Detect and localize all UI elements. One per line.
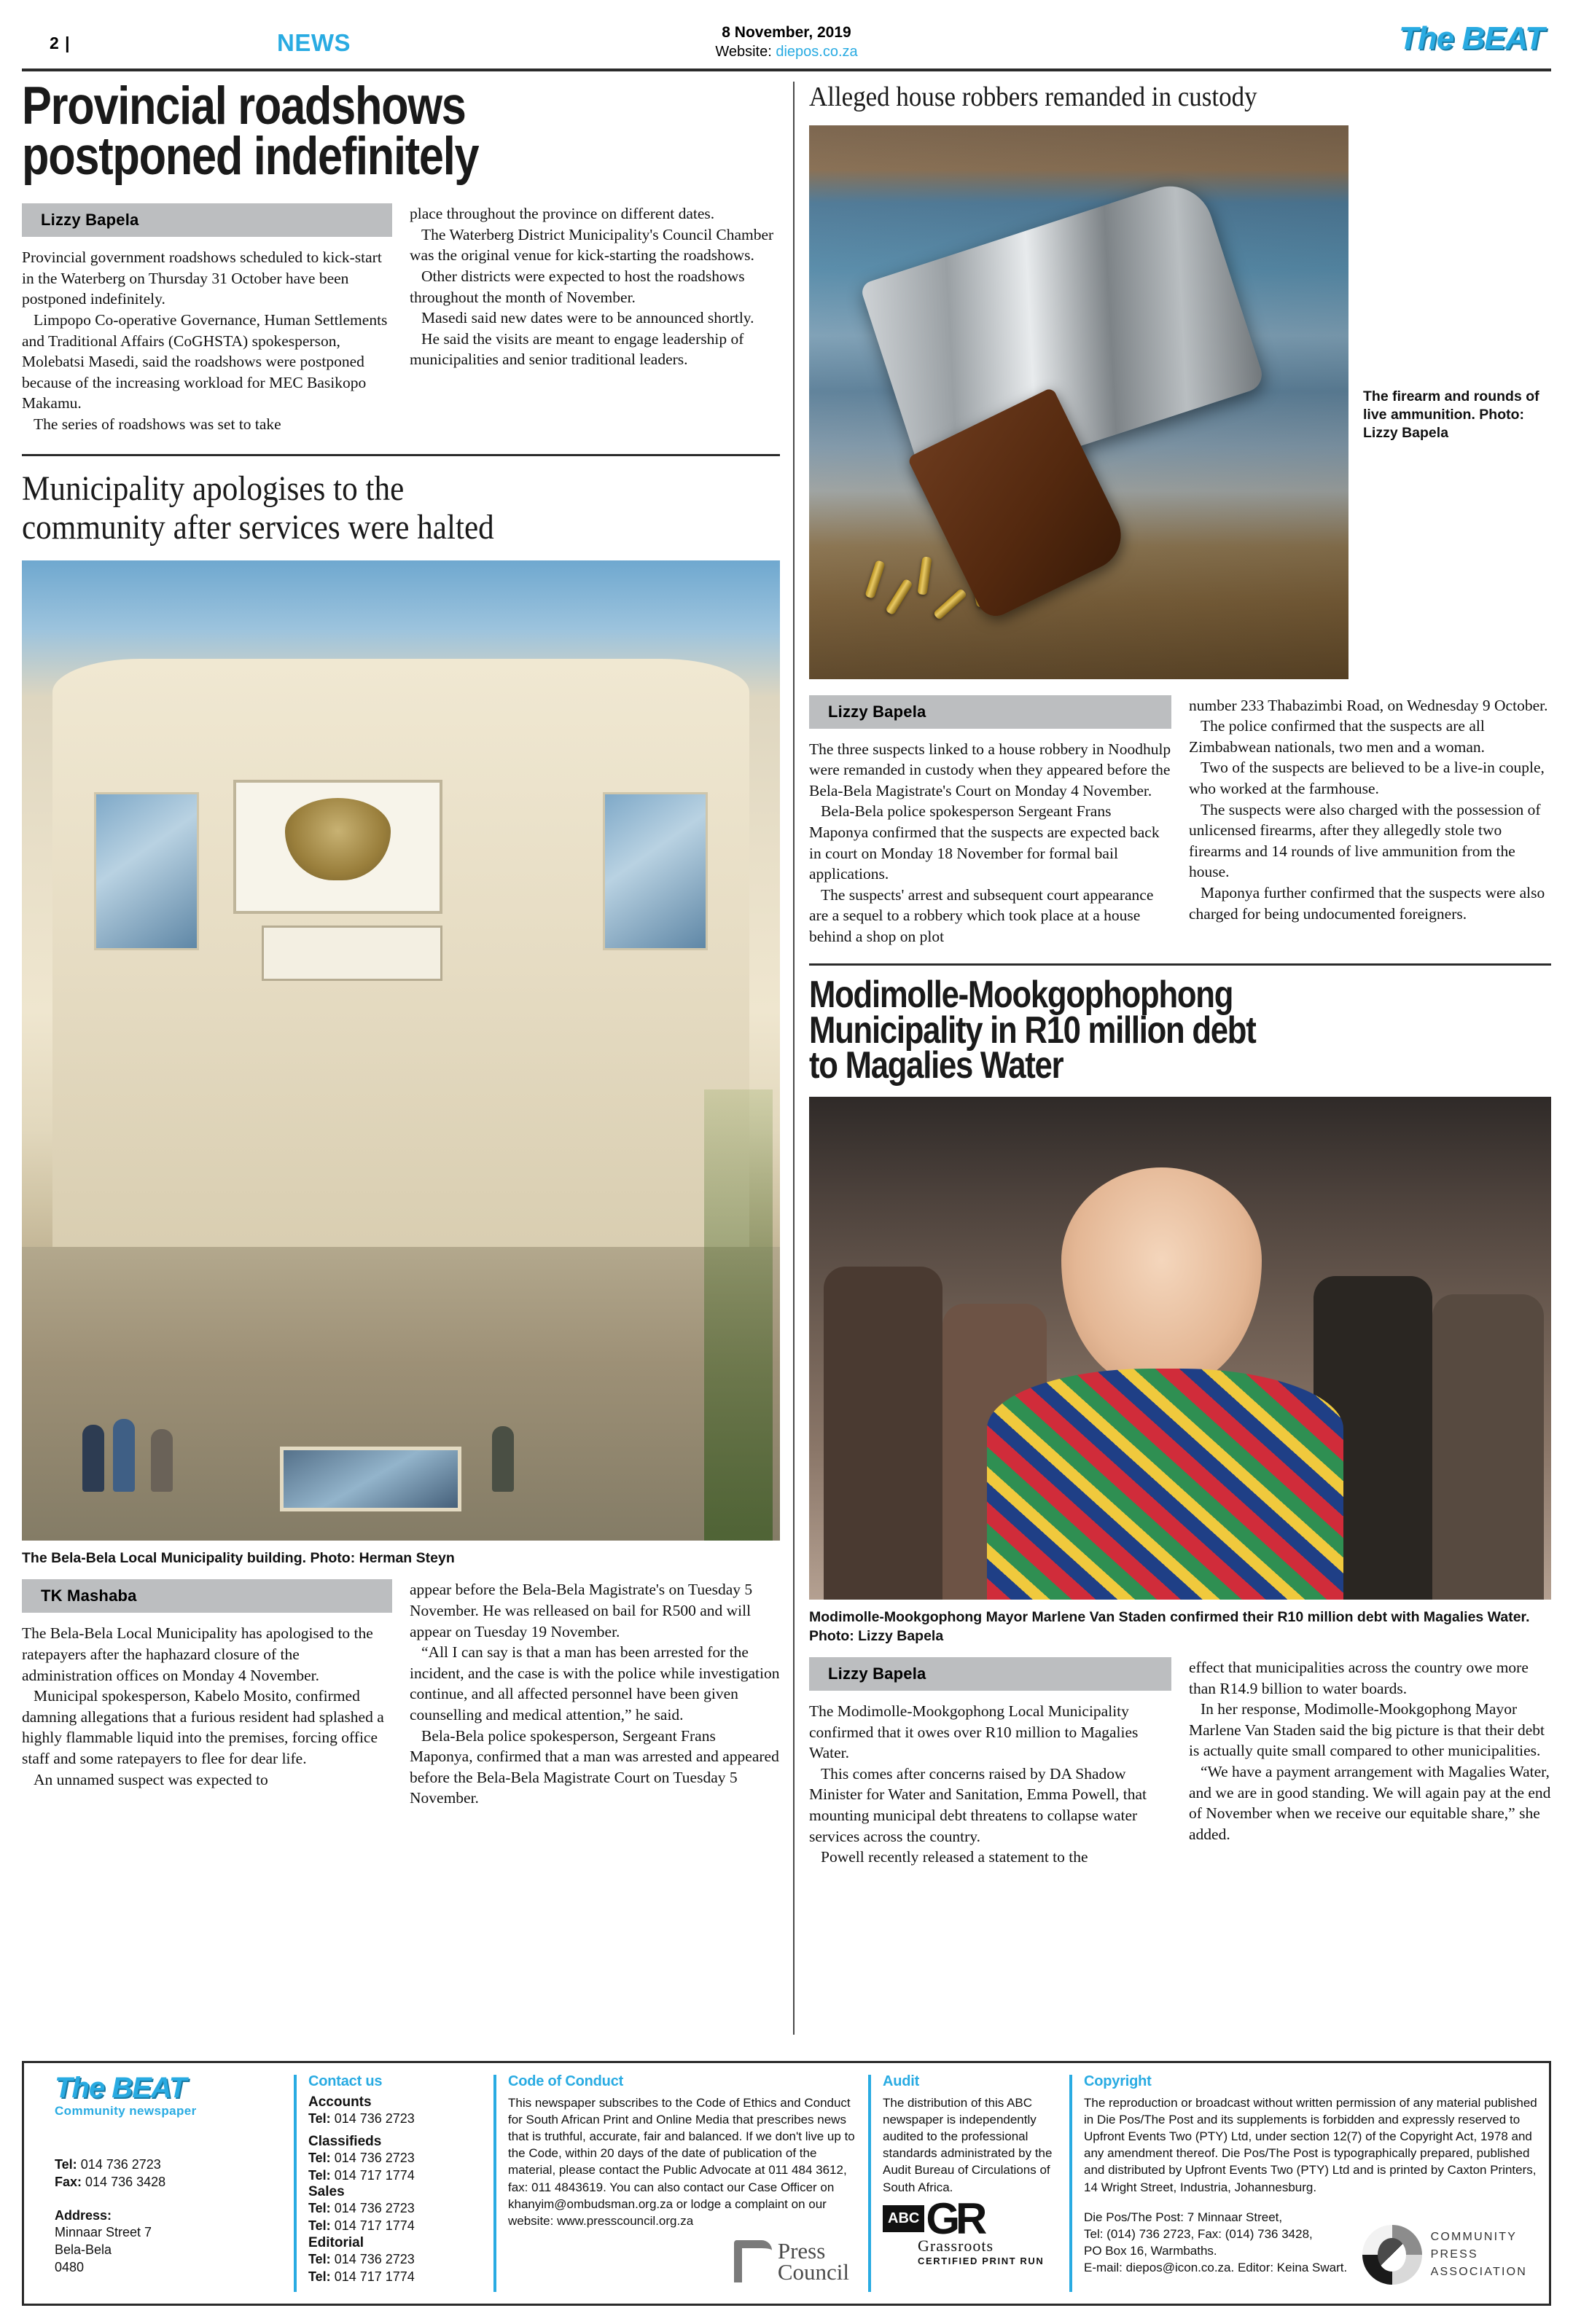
footer-contact xyxy=(297,2063,493,2304)
contact-group-name: Sales xyxy=(308,2184,345,2200)
paragraph: Other districts were expected to host the roadshows throughout the month of November. xyxy=(410,267,745,306)
contact-line xyxy=(308,2167,482,2185)
press-council-mark-icon xyxy=(734,2240,772,2282)
headline-line-1: Modimolle-Mookgophophong xyxy=(809,973,1233,1016)
paragraph: The suspects were also charged with the possession of unlicensed firearms, after they allegedly stole two firearms and 14 rounds of live ammunition from the house. xyxy=(1189,800,1541,881)
contact-label: Tel: xyxy=(308,2167,331,2183)
issue-date: 8 November, 2019 xyxy=(722,24,851,41)
footer-audit xyxy=(871,2063,1069,2304)
code-of-conduct-body: This newspaper subscribes to the Code of Ethics and Conduct for South African Print and Online Media that prescribes news that is truthful, accurate, fair and balanced. If we don't live up to the Code, within 20 days of the date of publication of the material, please contact the Public Advocate at 011 484 3612, fax: 011 4843619. You can also contact our Case Officer on khanyim@ombudsman.org.za or lodge a complaint on our website: www.presscouncil.org.za xyxy=(508,2096,855,2228)
footer-address-line-1: Minnaar Street 7 xyxy=(55,2225,152,2240)
left-column xyxy=(22,77,780,1809)
abc-grassroots-logo xyxy=(883,2194,1058,2243)
body-roadshows-col1 xyxy=(22,247,392,434)
code-of-conduct-heading: Code of Conduct xyxy=(508,2073,624,2089)
caption-municipality-building: The Bela-Bela Local Municipality building. Photo: Herman Steyn xyxy=(22,1550,455,1567)
footer-fax-line xyxy=(55,2174,282,2191)
building-window-right xyxy=(603,792,708,950)
cpa-mark-icon xyxy=(1362,2225,1422,2285)
copyright-line-3: PO Box 16, Warmbaths. xyxy=(1084,2243,1217,2258)
contact-value: 014 736 2723 xyxy=(334,2251,415,2266)
contact-label: Tel: xyxy=(308,2201,331,2216)
contact-label: Tel: xyxy=(308,2111,331,2126)
footer-address-label: Address: xyxy=(55,2207,112,2223)
building-wall xyxy=(52,659,750,1267)
paragraph: place throughout the province on different dates. xyxy=(410,205,715,223)
press-council-line-1: Press xyxy=(777,2237,826,2264)
paragraph: An unnamed suspect was expected to xyxy=(34,1770,268,1788)
foreground-grass xyxy=(704,1089,773,1541)
paragraph: Masedi said new dates were to be announced shortly. xyxy=(421,309,754,327)
paragraph: The series of roadshows was set to take xyxy=(34,415,281,433)
footer-tel-label: Tel: xyxy=(55,2157,77,2172)
section-label: NEWS xyxy=(277,29,351,56)
headline-line-1: Municipality apologises to the xyxy=(22,469,405,508)
contact-value: 014 736 2723 xyxy=(334,2201,415,2216)
headline-municipality xyxy=(22,469,704,548)
contact-group-name: Accounts xyxy=(308,2094,372,2110)
contact-value: 014 717 1774 xyxy=(334,2167,415,2183)
building-window-left xyxy=(94,792,199,950)
copyright-line-4: E-mail: diepos@icon.co.za. Editor: Keina Swart. xyxy=(1084,2260,1348,2274)
paragraph: “We have a payment arrangement with Magalies Water, and we are in good standing. We will again pay at the end of November when we receive our equitable share,” she added. xyxy=(1189,1762,1551,1843)
contact-line xyxy=(308,2200,482,2218)
footer-tagline: Community newspaper xyxy=(55,2104,197,2118)
audit-heading: Audit xyxy=(883,2073,920,2089)
byline-robbers: Lizzy Bapela xyxy=(809,695,1171,729)
grassroots-gr-icon: GR xyxy=(926,2194,983,2243)
headline-line-2: community after services were halted xyxy=(22,508,494,547)
paragraph: Municipal spokesperson, Kabelo Mosito, confirmed damning allegations that a furious resident had splashed a highly flammable liquid into the premises, forcing office staff and some ratepayers to flee for dear life. xyxy=(22,1687,384,1767)
paragraph: Provincial government roadshows scheduled to kick-start in the Waterberg on Thursday 31 October have been postponed indefinitely. xyxy=(22,249,382,308)
masthead-rule xyxy=(22,69,1551,71)
headline-robbers: Alleged house robbers remanded in custody xyxy=(809,82,1257,112)
contact-group-name: Classifieds xyxy=(308,2133,382,2149)
right-column xyxy=(809,82,1551,1868)
paragraph: number 233 Thabazimbi Road, on Wednesday 9 October. xyxy=(1189,696,1548,714)
paragraph: The suspects' arrest and subsequent court appearance are a sequel to a robbery which took place at a house behind a shop on plot xyxy=(809,885,1154,946)
body-roadshows-col2 xyxy=(410,203,780,370)
contact-line xyxy=(308,2218,482,2235)
cpa-line-2: PRESS xyxy=(1430,2248,1478,2261)
paragraph: The Bela-Bela Local Municipality has apologised to the ratepayers after the haphazard closure of the administration offices on Monday 4 November. xyxy=(22,1624,373,1684)
footer-fax-label: Fax: xyxy=(55,2174,82,2189)
contact-line xyxy=(308,2150,482,2167)
section-rule xyxy=(22,454,780,456)
contact-label: Tel: xyxy=(308,2150,331,2165)
body-water-col1 xyxy=(809,1701,1171,1868)
contact-label: Tel: xyxy=(308,2218,331,2233)
paragraph: The Waterberg District Municipality's Council Chamber was the original venue for kick-starting the roadshows. xyxy=(410,225,774,265)
article-roadshows xyxy=(22,77,780,435)
page-number: 2 | xyxy=(50,34,71,52)
paragraph: In her response, Modimolle-Mookgophong Mayor Marlene Van Staden said the big picture is that their debt is actually quite small compared to other municipalities. xyxy=(1189,1700,1545,1760)
paragraph: appear before the Bela-Bela Magistrate's on Tuesday 5 November. He was relleased on bail for R500 and will appear on Tuesday 19 November. xyxy=(410,1581,753,1640)
photo-mayor xyxy=(809,1097,1551,1600)
byline-water-debt: Lizzy Bapela xyxy=(809,1657,1171,1691)
section-rule xyxy=(809,963,1551,966)
body-robbers-col2 xyxy=(1189,695,1551,925)
page-footer xyxy=(22,2061,1551,2306)
footer-tel-value: 014 736 2723 xyxy=(80,2157,161,2172)
paragraph: Powell recently released a statement to the xyxy=(821,1848,1088,1866)
footer-brand xyxy=(24,2063,294,2304)
caption-mayor: Modimolle-Mookgophong Mayor Marlene Van Staden confirmed their R10 million debt with Magalies Water. Photo: Lizzy Bapela xyxy=(809,1609,1530,1644)
body-robbers-col1 xyxy=(809,739,1171,947)
paragraph: This comes after concerns raised by DA Shadow Minister for Water and Sanitation, Emma Powell, that mounting municipal debt threatens to collapse water services across the country. xyxy=(809,1764,1147,1845)
press-council-logo xyxy=(734,2237,849,2285)
contact-label: Tel: xyxy=(308,2251,331,2266)
headline-line-1: Provincial roadshows xyxy=(22,77,466,136)
contact-value: 014 717 1774 xyxy=(334,2218,415,2233)
website-label: Website: xyxy=(715,44,772,60)
ammunition-rounds xyxy=(863,552,1047,641)
contact-group-name: Editorial xyxy=(308,2234,364,2250)
headline-line-3: to Magalies Water xyxy=(809,1044,1063,1087)
footer-address-line-2: Bela-Bela xyxy=(55,2242,112,2257)
contact-label: Tel: xyxy=(308,2269,331,2284)
caption-firearm: The firearm and rounds of live ammunition. Photo: Lizzy Bapela xyxy=(1363,388,1539,442)
community-press-association-logo xyxy=(1362,2225,1527,2285)
paragraph: Two of the suspects are believed to be a live-in couple, who worked at the farmhouse. xyxy=(1189,759,1545,798)
paragraph: Maponya further confirmed that the suspects were also charged for being undocumented foreigners. xyxy=(1189,884,1545,923)
footer-beat-logo: The BEAT xyxy=(55,2072,187,2104)
article-municipality xyxy=(22,469,780,1809)
article-water-debt xyxy=(809,973,1551,1868)
paragraph: He said the visits are meant to engage leadership of municipalities and senior traditional leaders. xyxy=(410,329,744,369)
audit-body: The distribution of this ABC newspaper is independently audited to the professional standards administrated by the Audit Bureau of Circulations of South Africa. xyxy=(883,2096,1053,2194)
copyright-heading: Copyright xyxy=(1084,2073,1152,2089)
headline-line-2: postponed indefinitely xyxy=(22,126,479,186)
cpa-text xyxy=(1431,2229,1527,2281)
grassroots-certified: CERTIFIED PRINT RUN xyxy=(918,2255,1045,2266)
beat-logo: The BEAT xyxy=(1399,20,1544,56)
mayor-dress xyxy=(987,1369,1343,1600)
press-council-line-2: Council xyxy=(777,2259,849,2285)
footer-contact-heading: Contact us xyxy=(308,2073,383,2089)
byline-municipality: TK Mashaba xyxy=(22,1579,392,1613)
masthead xyxy=(22,16,1551,73)
contact-line xyxy=(308,2251,482,2269)
cpa-line-1: COMMUNITY xyxy=(1430,2231,1518,2243)
press-council-text xyxy=(777,2237,849,2285)
byline-roadshows: Lizzy Bapela xyxy=(22,203,392,237)
body-water-col2 xyxy=(1189,1657,1551,1844)
article-robbers xyxy=(809,82,1551,947)
paragraph: The three suspects linked to a house robbery in Noodhulp were remanded in custody when they appeared before the Bela-Bela Magistrate's Court on Monday 4 November. xyxy=(809,740,1171,799)
headline-water-debt xyxy=(809,973,1432,1087)
paragraph: Limpopo Co-operative Governance, Human Settlements and Traditional Affairs (CoGHSTA) spokesperson, Molebatsi Masedi, said the roadshows were postponed because of the increasing workload for MEC Basikopo Makamu. xyxy=(22,311,388,412)
paragraph: The police confirmed that the suspects are all Zimbabwean nationals, two men and a woman. xyxy=(1189,717,1486,756)
contact-line xyxy=(308,2269,482,2286)
footer-tel-line xyxy=(55,2156,282,2174)
masthead-center xyxy=(22,23,1551,61)
paragraph: Bela-Bela police spokesperson Sergeant Frans Maponya confirmed that the suspects are expected back in court on Monday 18 November for formal bail applications. xyxy=(809,802,1160,883)
website-line xyxy=(22,42,1551,61)
paragraph: The Modimolle-Mookgophong Local Municipality confirmed that it owes over R10 million to Magalies Water. xyxy=(809,1702,1139,1762)
contact-line xyxy=(308,2110,482,2128)
copyright-line-2: Tel: (014) 736 2723, Fax: (014) 736 3428, xyxy=(1084,2226,1313,2241)
footer-fax-value: 014 736 3428 xyxy=(85,2174,166,2189)
photo-municipality-building xyxy=(22,560,780,1541)
headline-line-2: Municipality in R10 million debt xyxy=(809,1009,1256,1052)
cpa-line-3: ASSOCIATION xyxy=(1430,2266,1527,2278)
website-url[interactable]: diepos.co.za xyxy=(776,44,858,60)
contact-value: 014 736 2723 xyxy=(334,2150,415,2165)
photo-firearm-evidence xyxy=(809,125,1348,679)
grassroots-name: Grassroots xyxy=(918,2236,994,2255)
building-sign xyxy=(262,926,443,980)
column-divider xyxy=(793,82,795,2035)
footer-code-of-conduct xyxy=(496,2063,868,2304)
paragraph: effect that municipalities across the country owe more than R14.9 billion to water boards. xyxy=(1189,1658,1529,1697)
contact-value: 014 717 1774 xyxy=(334,2269,415,2284)
footer-address-line-3: 0480 xyxy=(55,2259,85,2274)
copyright-line-1: Die Pos/The Post: 7 Minnaar Street, xyxy=(1084,2210,1283,2224)
footer-copyright xyxy=(1072,2063,1549,2304)
municipal-crest xyxy=(233,780,442,913)
contact-value: 014 736 2723 xyxy=(334,2111,415,2126)
body-municipality-col2 xyxy=(410,1579,780,1809)
body-municipality-col1 xyxy=(22,1623,392,1790)
headline-roadshows xyxy=(22,77,659,186)
copyright-body: The reproduction or broadcast without written permission of any material published in Die Pos/The Post and its supplements is forbidden and expressly reserved to Upfront Events Two (PTY) Ltd, under section 12(7) of the Copyright Act, 1978 and any amendment thereof. Die Pos/The Post is typographically prepared, published and distributed by Upfront Events Two (PTY) Ltd and is printed by Caxton Printers, 14 Wright Street, Industria, Johannesburg. xyxy=(1084,2096,1537,2194)
people-group xyxy=(22,1296,780,1492)
abc-badge: ABC xyxy=(883,2205,924,2232)
paragraph: Bela-Bela police spokesperson, Sergeant Frans Maponya, confirmed that a man was arrested and appeared before the Bela-Bela Magistrate Court on Tuesday 5 November. xyxy=(410,1726,779,1807)
paragraph: “All I can say is that a man has been arrested for the incident, and the case is with the police while investigation continue, and all affected personnel have been given counselling and medical attention,” he said. xyxy=(410,1643,780,1724)
